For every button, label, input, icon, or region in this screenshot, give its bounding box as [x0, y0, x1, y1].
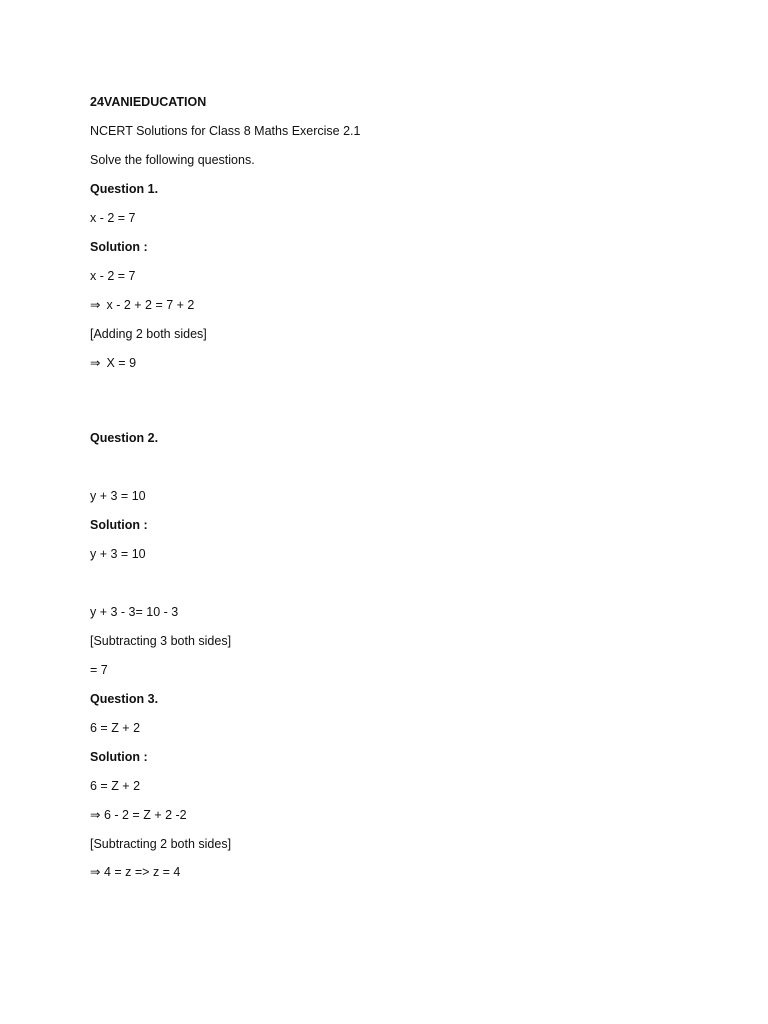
question-2-label: Question 2. — [90, 431, 159, 445]
implies-arrow-icon: ⇒ — [90, 298, 101, 312]
question-2-note: [Subtracting 3 both sides] — [90, 634, 232, 648]
question-1-step-2-text: x - 2 + 2 = 7 + 2 — [106, 298, 195, 312]
question-1-label: Question 1. — [90, 182, 159, 196]
question-1-step-2 — [90, 297, 194, 313]
question-3-equation: 6 = Z + 2 — [90, 721, 141, 735]
question-1-result-text: X = 9 — [106, 356, 137, 370]
instruction-text: Solve the following questions. — [90, 153, 255, 167]
question-1-solution-label: Solution : — [90, 240, 148, 254]
question-2-equation: y + 3 = 10 — [90, 489, 146, 503]
question-3-note: [Subtracting 2 both sides] — [90, 837, 232, 851]
question-3-solution-label: Solution : — [90, 750, 148, 764]
question-3-step-1: 6 = Z + 2 — [90, 779, 141, 793]
question-2-solution-label: Solution : — [90, 518, 148, 532]
question-1-step-1: x - 2 = 7 — [90, 269, 136, 283]
question-2-step-2: y + 3 - 3= 10 - 3 — [90, 605, 179, 619]
question-2-result: = 7 — [90, 663, 108, 677]
brand-heading: 24VANIEDUCATION — [90, 95, 207, 109]
implies-arrow-icon: ⇒ — [90, 356, 101, 370]
document-title: NCERT Solutions for Class 8 Maths Exercise 2.1 — [90, 124, 361, 138]
question-3-step-2: ⇒ 6 - 2 = Z + 2 -2 — [90, 808, 187, 822]
question-2-step-1: y + 3 = 10 — [90, 547, 146, 561]
question-1-result — [90, 355, 136, 371]
question-3-result: ⇒ 4 = z => z = 4 — [90, 865, 181, 879]
question-1-note: [Adding 2 both sides] — [90, 327, 207, 341]
question-3-label: Question 3. — [90, 692, 159, 706]
question-1-equation: x - 2 = 7 — [90, 211, 136, 225]
